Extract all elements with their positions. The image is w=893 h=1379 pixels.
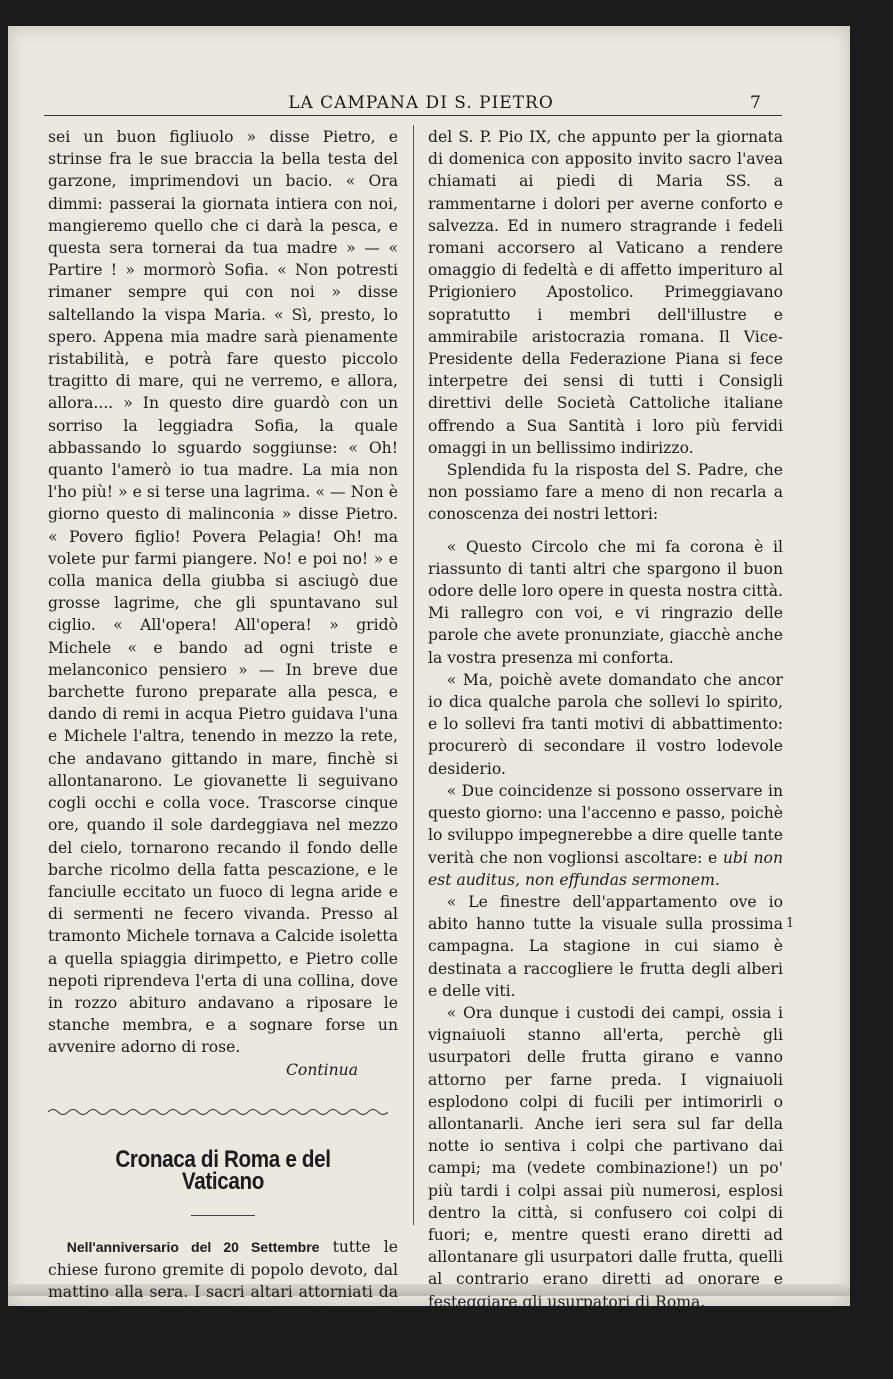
quote-paragraph: « Le finestre dell'appartamento ove io abito hanno tutte la visuale sulla prossima campagna. La stagione in cui siamo è destinata a raccogliere le frutta degli alberi e delle viti. [428, 892, 783, 1000]
section-lead-in: Nell'anniversario del 20 Settembre [66, 1239, 320, 1256]
quote-paragraph: « Questo Circolo che mi fa corona è il riassunto di tanti altri che spargono il buon odore delle loro opere in questa nostra città. Mi rallegro con voi, e vi ringrazio delle parole che avete pronunziate, giacchè anche la vostra presenza mi conforta. [428, 537, 783, 667]
margin-mark: 1 [786, 916, 795, 931]
running-title: LA CAMPANA DI S. PIETRO [288, 93, 554, 113]
latin-quote: ubi non est auditus, non effundas sermonem. [428, 848, 783, 889]
section-paragraph [48, 1236, 398, 1369]
chronicle-paragraph: Splendida fu la risposta del S. Padre, che non possiamo fare a meno di non recarla a conoscenza dei nostri lettori: [428, 461, 783, 524]
left-column [48, 126, 398, 1370]
column-divider [413, 125, 414, 1225]
quote-paragraph: « Ora dunque i custodi dei campi, ossia i vignaiuoli stanno all'erta, perchè gli usurpatori delle frutta girano e vanno attorno per farne preda. I vignaiuoli esplodono colpi di fucili per intimorirli o allontanarli. Anche ieri sera sul far della notte io sentiva i colpi che partivano dai campi; ma (vedete combinazione!) un po' più tardi i colpi assai più numerosi, esplosi dentro la città, si confusero coi colpi di fuori; e, mentre questi erano diretti ad allontanare gli usurpatori dalle frutta, quelli al contrario erano diretti ad onorare e festeggiare gli usurpatori di Roma. [428, 1003, 783, 1311]
chronicle-paragraph: del S. P. Pio IX, che appunto per la giornata di domenica con apposito invito sacro l'avea chiamati ai piedi di Maria SS. a rammentarne i dolori per averne conforto e salvezza. Ed in numero stragrande i fedeli romani accorsero al Vaticano a rendere omaggio di fedeltà e di affetto imperituro al Prigioniero Apostolico. Primeggiavano sopratutto i membri dell'illustre e ammirabile aristocrazia romana. Il Vice-Presidente della Federazione Piana si fece interpetre dei sensi di tutti i Consigli direttivi delle Società Cattoliche italiane offrendo a Sua Santità i loro più fervidi omaggi in un bellissimo indirizzo. [428, 128, 783, 457]
section-title: Cronaca di Roma e del Vaticano [115, 1145, 331, 1196]
right-column [428, 126, 783, 1379]
title-rule [191, 1215, 255, 1216]
header-rule [44, 115, 782, 116]
continued-note: Continua [286, 1060, 358, 1079]
quote-text: « Due coincidenze si possono osservare in questo giorno: una l'accenno e passo, poichè lo sviluppo impegnerebbe a dire quelle tante verità che non voglionsi ascoltare: e [428, 781, 783, 867]
quote-paragraph: « Ma la coincidenza che interessa di più, e che dev'essere di conforto alle anime nostre, si [428, 1314, 783, 1378]
wavy-separator [48, 1107, 388, 1117]
section-paragraph-text: tutte le chiese furono gremite di popolo devoto, dal mattino alla sera. I sacri altari attorniati da tanti buoni cattolici possono solo testimoniare quanto valga nei cuori romani la voce [48, 1238, 398, 1368]
page-number: 7 [750, 93, 761, 113]
quote-paragraph [428, 780, 783, 891]
quote-paragraph: « Ma, poichè avete domandato che ancor io dica qualche parola che sollevi lo spirito, e lo sollevi fra tanti motivi di abbattimento: procurerò di secondare il vostro lodevole desiderio. [428, 670, 783, 778]
story-paragraph: sei un buon figliuolo » disse Pietro, e strinse fra le sue braccia la bella testa del garzone, imprimendovi un bacio. « Ora dimmi: passerai la giornata intiera con noi, mangieremo quello che ci darà la pesca, e questa sera tornerai da tua madre » — « Partire ! » mormorò Sofia. « Non potresti rimaner sempre qui con noi » disse saltellando la vispa Maria. « Sì, presto, lo spero. Appena mia madre sarà pienamente ristabilità, e potrà fare questo piccolo tragitto di mare, qui ne verremo, e allora, allora.... » In questo dire guardò con un sorriso la leggiadra Sofia, la quale abbassando lo sguardo soggiunse: « Oh! quanto l'amerò io tua madre. La mia non l'ho più! » e si terse una lagrima. « — Non è giorno questo di malinconia » disse Pietro. « Povero figlio! Povera Pelagia! Oh! ma volete pur farmi piangere. No! e poi no! » e colla manica della giubba si asciugò due grosse lagrime, che gli spuntavano sul ciglio. « All'opera! All'opera! » gridò Michele « e bando ad ogni triste e melanconico pensiero » — In breve due barchette furono preparate alla pesca, e dando di remi in acqua Pietro guidava l'una e Michele l'altra, tenendo in mezzo la rete, che andavano gittando in mare, finchè si allontanarono. Le giovanette li seguivano cogli occhi e colla voce. Trascorse cinque ore, quando il sole dardeggiava nel mezzo del cielo, tornarono recando il fondo delle barche ricolmo della fatta pescazione, e le fanciulle eccitato un fuoco di legna aride e di sermenti ne fecero vivanda. Presso al tramonto Michele tornava a Calcide isoletta a quella spiaggia dirimpetto, e Pietro colle nepoti riprendeva l'erta di una collina, dove in rozzo abituro andavano a riposare le stanche membra, e a sognare forse un avvenire adorno di rose. [48, 128, 398, 1057]
